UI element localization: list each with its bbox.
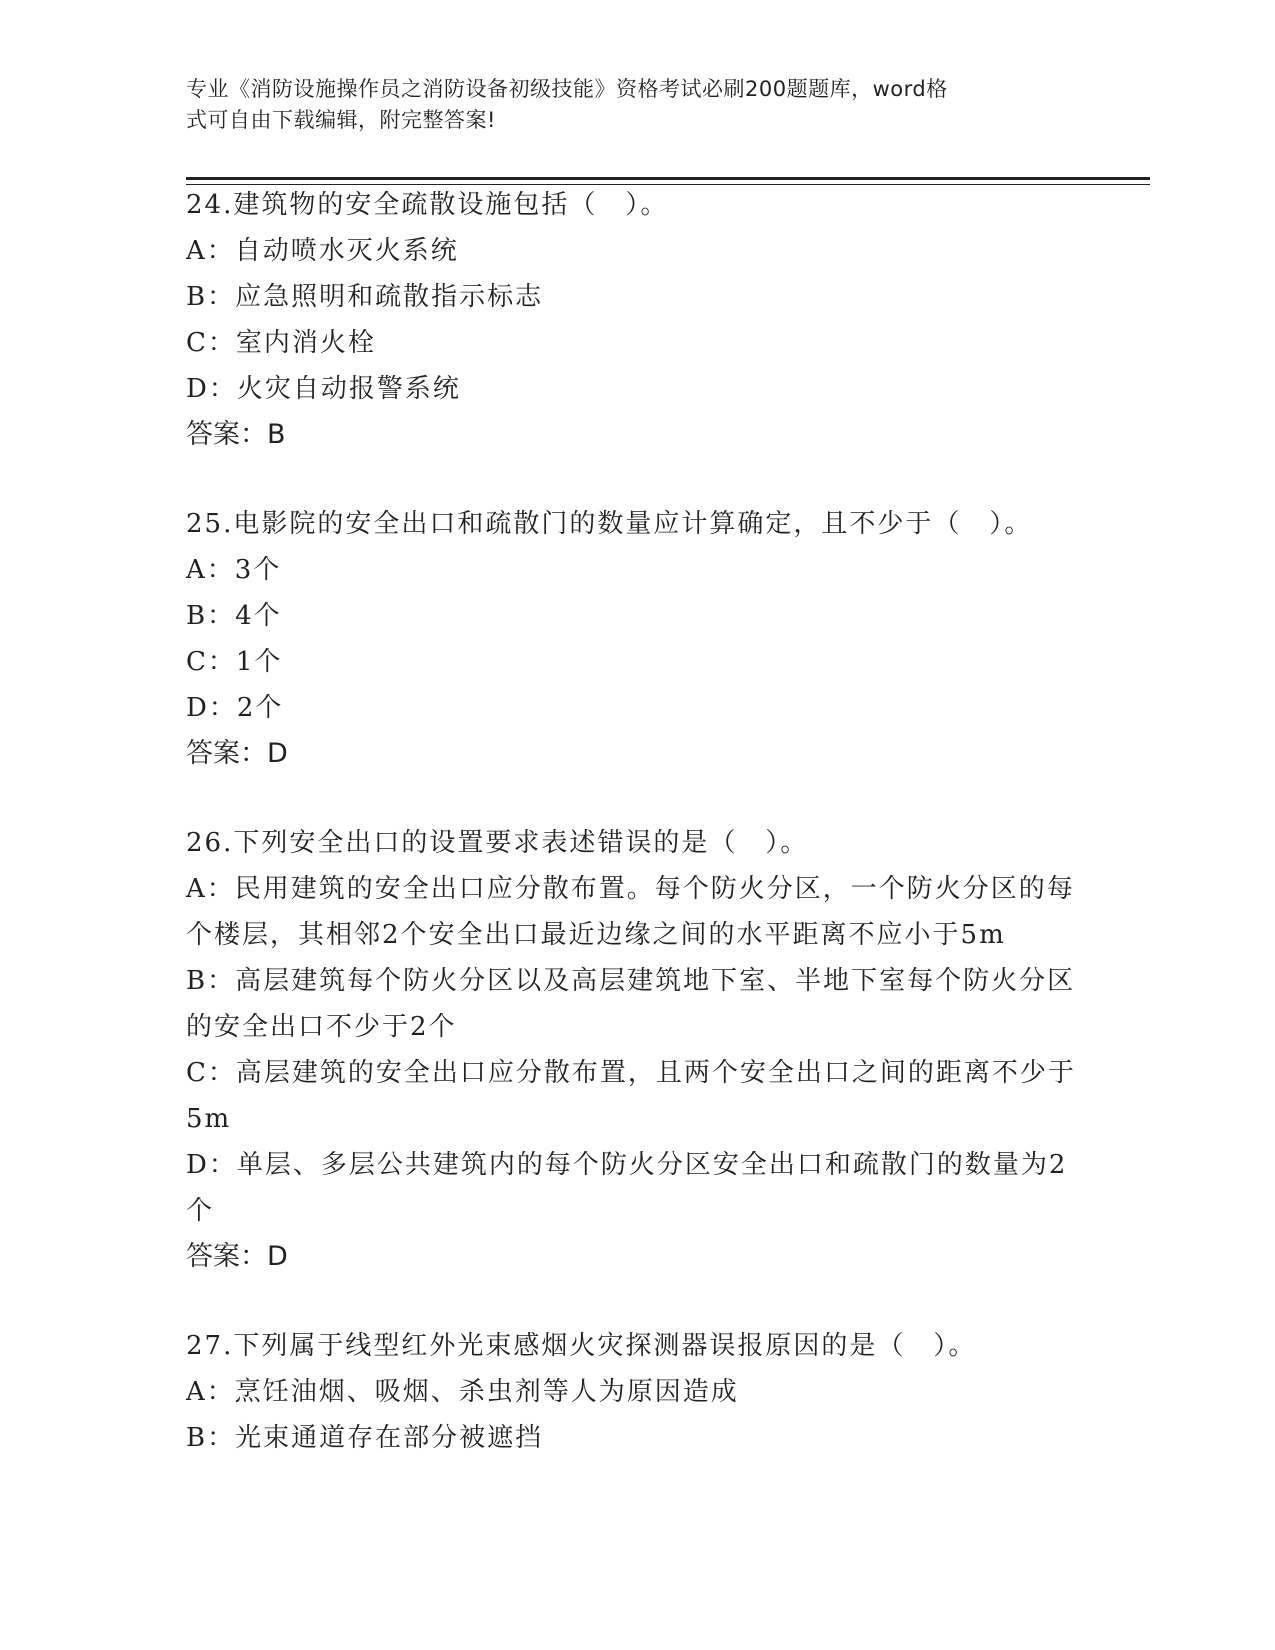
option-a: A：烹饪油烟、吸烟、杀虫剂等人为原因造成 bbox=[186, 1377, 739, 1407]
question-25 bbox=[186, 501, 1086, 777]
option-a: A：3个 bbox=[186, 555, 282, 585]
header-line-2: 式可自由下载编辑，附完整答案! bbox=[186, 108, 496, 132]
question-stem: 26.下列安全出口的设置要求表述错误的是（ ）。 bbox=[186, 828, 809, 858]
question-stem: 24.建筑物的安全疏散设施包括（ ）。 bbox=[186, 190, 669, 220]
option-b: B：4个 bbox=[186, 601, 282, 631]
answer: 答案：B bbox=[186, 419, 286, 450]
option-a: A：自动喷水灭火系统 bbox=[186, 236, 459, 266]
option-a: A：民用建筑的安全出口应分散布置。每个防火分区，一个防火分区的每个楼层，其相邻2个安全出口最近边缘之间的水平距离不应小于5m bbox=[186, 874, 1075, 950]
header-line-1: 专业《消防设施操作员之消防设备初级技能》资格考试必刷200题题库，word格 bbox=[186, 77, 948, 101]
option-c: C：室内消火栓 bbox=[186, 328, 376, 358]
option-d: D：单层、多层公共建筑内的每个防火分区安全出口和疏散门的数量为2个 bbox=[186, 1150, 1068, 1226]
option-d: D：2个 bbox=[186, 693, 284, 723]
option-d: D：火灾自动报警系统 bbox=[186, 374, 461, 404]
question-24 bbox=[186, 182, 1086, 458]
option-b: B：应急照明和疏散指示标志 bbox=[186, 282, 544, 312]
answer: 答案：D bbox=[186, 1241, 288, 1272]
option-b: B：光束通道存在部分被遮挡 bbox=[186, 1423, 544, 1453]
option-c: C：1个 bbox=[186, 647, 283, 677]
question-stem: 25.电影院的安全出口和疏散门的数量应计算确定，且不少于（ ）。 bbox=[186, 509, 1033, 539]
option-c: C：高层建筑的安全出口应分散布置，且两个安全出口之间的距离不少于5m bbox=[186, 1058, 1076, 1134]
question-stem: 27.下列属于线型红外光束感烟火灾探测器误报原因的是（ ）。 bbox=[186, 1331, 977, 1361]
answer: 答案：D bbox=[186, 738, 288, 769]
document-header bbox=[186, 74, 1066, 136]
question-26 bbox=[186, 820, 1086, 1280]
header-divider-thick bbox=[186, 177, 1150, 180]
question-27 bbox=[186, 1323, 1086, 1461]
option-b: B：高层建筑每个防火分区以及高层建筑地下室、半地下室每个防火分区的安全出口不少于2个 bbox=[186, 966, 1076, 1042]
